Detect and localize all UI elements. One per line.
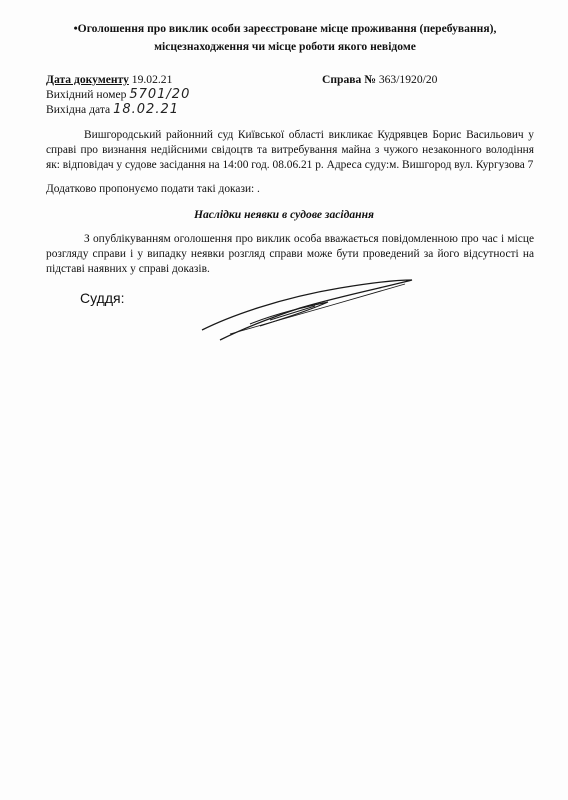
case-label: Справа № [322, 73, 376, 86]
summons-paragraph: Вишгородський районний суд Київської області викликає Кудрявцев Борис Васильович у справі про визнання недійсними свідоцтв та витребування майна з чужого незаконного володіння як: відповідач у судове засідання на 14:00 год. 08.06.21 р. Адреса суду:м. Вишгород вул. Кургузова 7 [46, 129, 534, 171]
outgoing-number-value: 5701/20 [129, 87, 191, 102]
outgoing-number-label: Вихідний номер [46, 88, 127, 101]
document-title [60, 20, 510, 56]
outgoing-date-row [46, 101, 179, 118]
outgoing-date-label: Вихідна дата [46, 103, 111, 116]
judge-signature [190, 268, 420, 358]
doc-date-label: Дата документу [46, 73, 129, 86]
title-line-2: місцезнаходження чи місце роботи якого невідоме [154, 40, 416, 53]
judge-label: Суддя: [80, 290, 125, 306]
case-number: 363/1920/20 [378, 73, 438, 86]
evidence-paragraph: Додатково пропонуємо подати такі докази: . [46, 183, 260, 195]
outgoing-date-value: 18.02.21 [113, 102, 179, 117]
section-title: Наслідки неявки в судове засідання [193, 208, 375, 221]
doc-date-value: 19.02.21 [131, 73, 173, 86]
case-number-row [322, 71, 437, 88]
consequences-paragraph: З опублікуванням оголошення про виклик особа вважається повідомленною про час і місце розгляду справи і у випадку неявки розгляд справи може бути проведений за його відсутності на підставі наявних у справі доказів. [46, 233, 534, 275]
title-line-1: •Оголошення про виклик особи зареєстроване місце проживання (перебування), [73, 22, 497, 35]
